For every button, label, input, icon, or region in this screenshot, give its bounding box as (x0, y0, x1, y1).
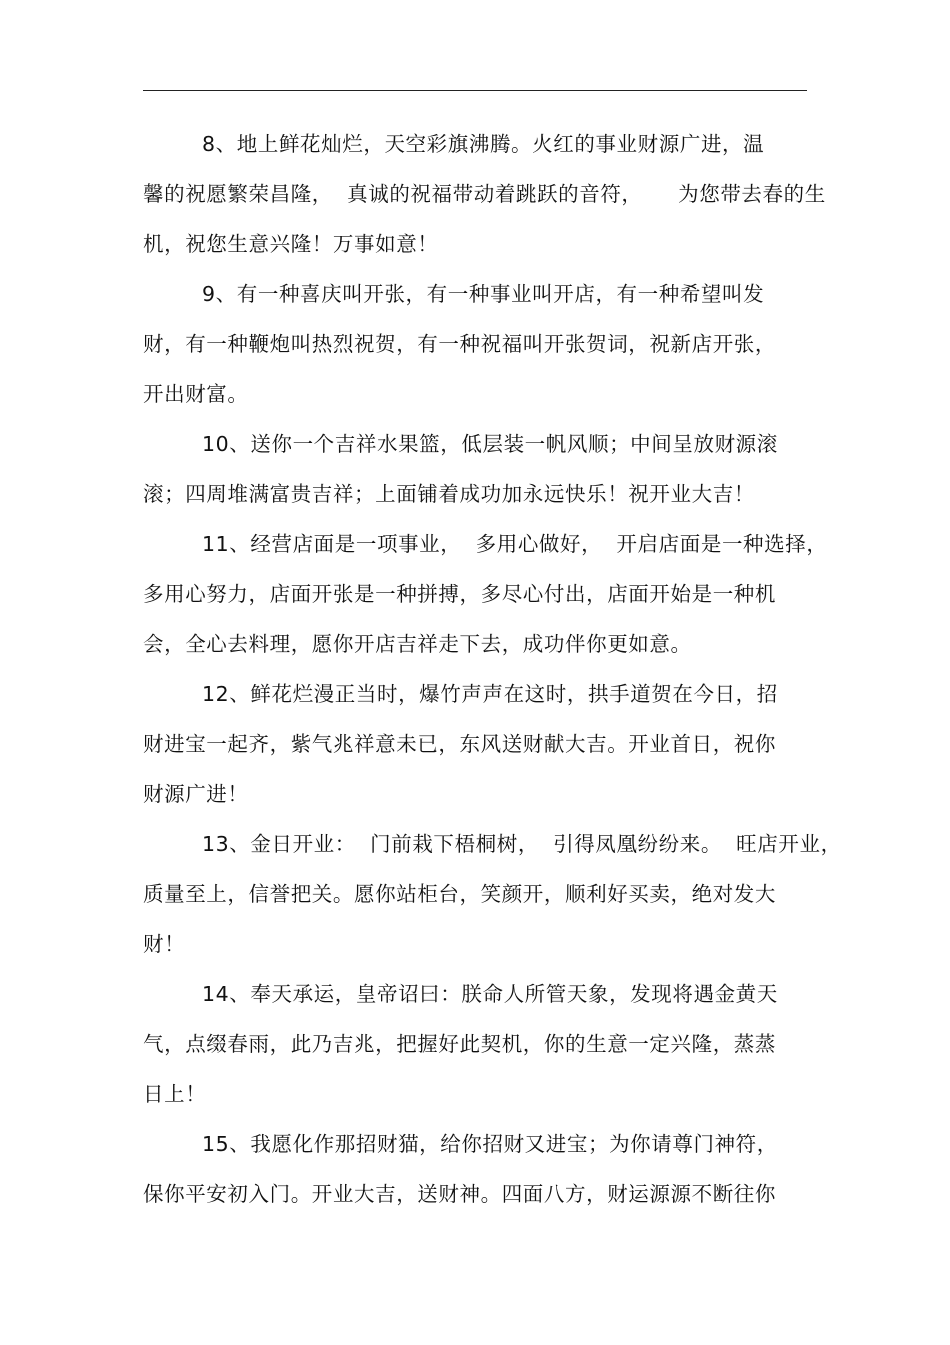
text-line: 财！ (143, 932, 186, 956)
text-line: 14、奉天承运，皇帝诏曰：朕命人所管天象，发现将遇金黄天 (202, 982, 778, 1006)
text-line: 开出财富。 (143, 382, 249, 406)
text-line: 15、我愿化作那招财猫，给你招财又进宝；为你请尊门神符， (202, 1132, 778, 1156)
text-line: 10、送你一个吉祥水果篮，低层装一帆风顺；中间呈放财源滚 (202, 432, 778, 456)
text-line: 日上！ (143, 1082, 207, 1106)
text-line: 滚；四周堆满富贵吉祥；上面铺着成功加永远快乐！祝开业大吉！ (143, 482, 755, 506)
header-rule (143, 90, 807, 91)
text-line: 财，有一种鞭炮叫热烈祝贺，有一种祝福叫开张贺词，祝新店开张， (143, 332, 776, 356)
text-line: 质量至上，信誉把关。愿你站柜台，笑颜开，顺利好买卖，绝对发大 (143, 882, 776, 906)
text-line: 保你平安初入门。开业大吉，送财神。四面八方，财运源源不断往你 (143, 1182, 776, 1206)
text-line: 9、有一种喜庆叫开张，有一种事业叫开店，有一种希望叫发 (202, 282, 765, 306)
text-line: 气，点缀春雨，此乃吉兆，把握好此契机，你的生意一定兴隆，蒸蒸 (143, 1032, 776, 1056)
text-line: 8、地上鲜花灿烂，天空彩旗沸腾。火红的事业财源广进，温 (202, 132, 765, 156)
text-line: 机，祝您生意兴隆！万事如意！ (143, 232, 439, 256)
text-line: 12、鲜花烂漫正当时，爆竹声声在这时，拱手道贺在今日，招 (202, 682, 778, 706)
text-line: 会，全心去料理，愿你开店吉祥走下去，成功伴你更如意。 (143, 632, 692, 656)
text-line: 财进宝一起齐，紫气兆祥意未已，东风送财献大吉。开业首日，祝你 (143, 732, 776, 756)
text-line: 财源广进！ (143, 782, 249, 806)
text-line: 11、经营店面是一项事业， 多用心做好， 开启店面是一种选择， (202, 532, 828, 556)
text-line: 馨的祝愿繁荣昌隆， 真诚的祝福带动着跳跃的音符， 为您带去春的生 (143, 182, 826, 206)
text-line: 13、金日开业： 门前栽下梧桐树， 引得凤凰纷纷来。 旺店开业， (202, 832, 842, 856)
text-line: 多用心努力，店面开张是一种拼搏，多尽心付出，店面开始是一种机 (143, 582, 776, 606)
